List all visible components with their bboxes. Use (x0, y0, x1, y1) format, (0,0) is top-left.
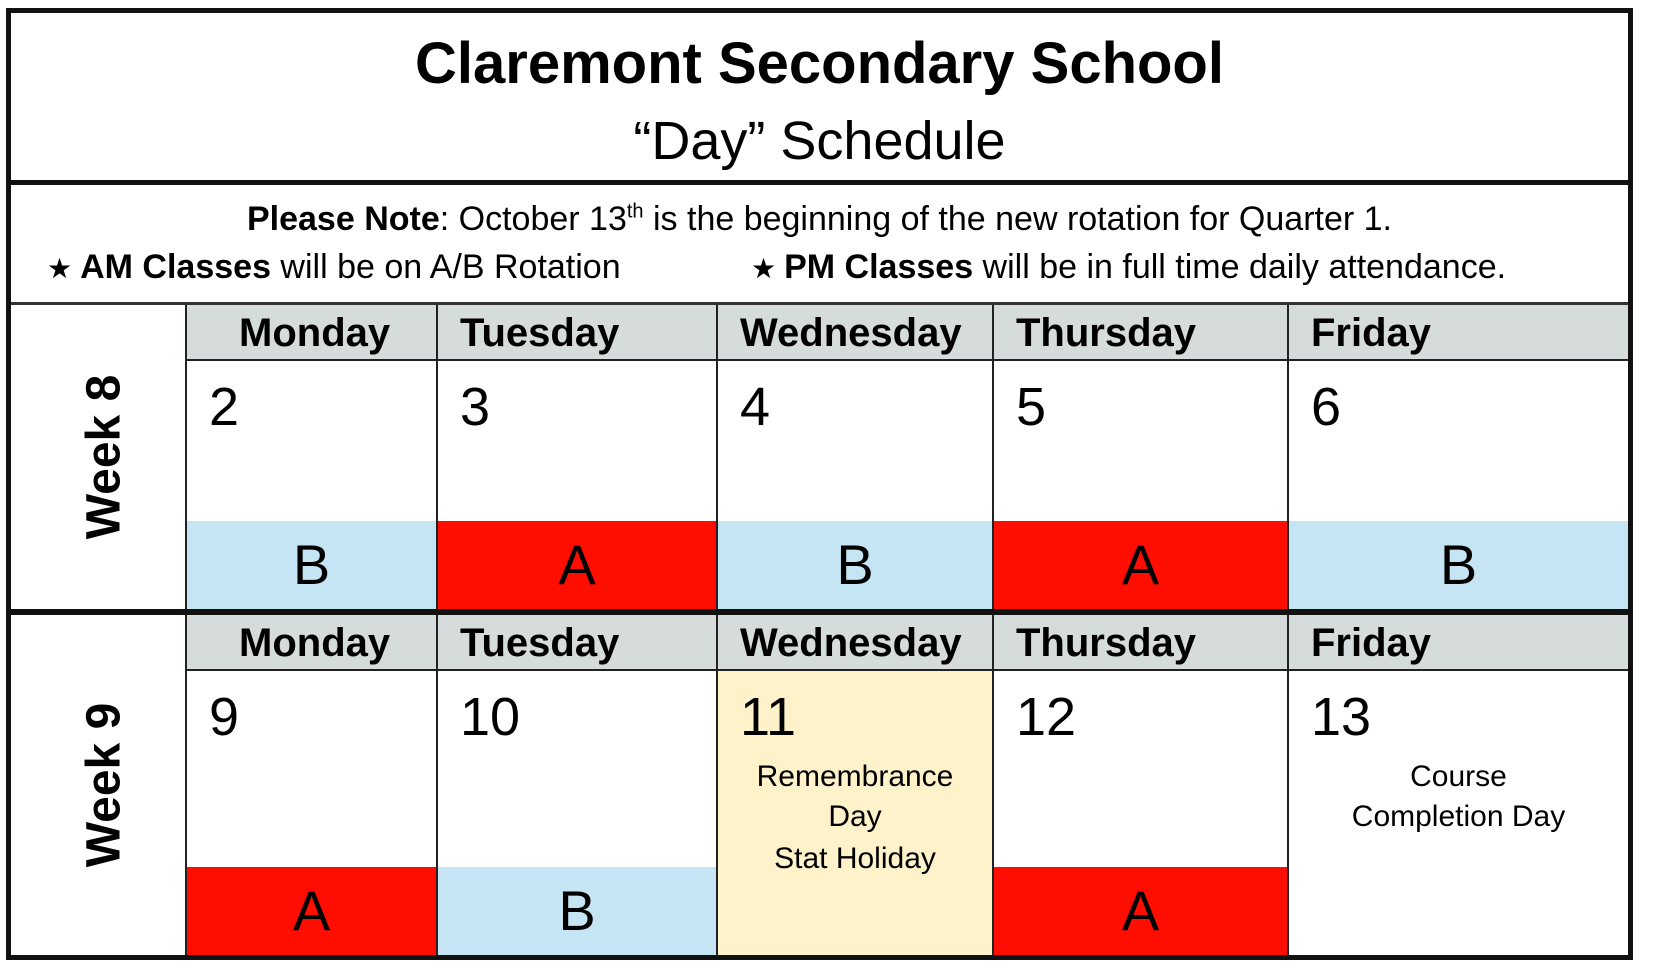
day-header: Thursday (994, 305, 1287, 361)
day-cell (436, 615, 716, 955)
schedule-title: “Day” Schedule (633, 111, 1006, 171)
week-label-cell (11, 615, 197, 955)
day-cell (992, 305, 1287, 609)
day-cell (185, 615, 436, 955)
course-note-line: Completion Day (1351, 800, 1566, 833)
date-number: 11 (740, 687, 797, 747)
am-classes-note (47, 245, 621, 291)
day-cell (436, 305, 716, 609)
week-label-cell (11, 305, 197, 609)
pm-classes-label: PM Classes (784, 248, 974, 286)
rotation-badge: B (1289, 521, 1628, 609)
course-note-line: Course (1410, 760, 1507, 793)
week-label: Week 8 (77, 374, 131, 540)
am-classes-label: AM Classes (80, 248, 271, 286)
day-header: Friday (1289, 615, 1628, 671)
note-superscript: th (626, 200, 644, 223)
note-text-post: is the beginning of the new rotation for Quarter 1. (643, 200, 1392, 238)
week-row (11, 615, 1628, 955)
holiday-note-line: Day (828, 800, 882, 833)
rotation-badge: B (187, 521, 436, 609)
day-cell (992, 615, 1287, 955)
day-header: Friday (1289, 305, 1628, 361)
day-header: Tuesday (438, 615, 716, 671)
day-header: Wednesday (718, 615, 992, 671)
notes-section (11, 185, 1628, 305)
note-text-pre: : October 13 (439, 200, 627, 238)
date-number: 5 (1016, 377, 1047, 437)
day-header: Tuesday (438, 305, 716, 361)
note-label: Please Note (246, 200, 440, 238)
school-name: Claremont Secondary School (415, 31, 1224, 96)
day-header: Wednesday (718, 305, 992, 361)
holiday-note-line: Stat Holiday (774, 842, 936, 875)
week-label: Week 9 (77, 702, 131, 868)
rotation-badge: B (438, 867, 716, 955)
date-number: 3 (460, 377, 491, 437)
date-number: 6 (1311, 377, 1342, 437)
schedule-header (11, 13, 1628, 185)
date-number: 13 (1311, 687, 1372, 747)
rotation-badge: A (187, 867, 436, 955)
rotation-badge: A (994, 867, 1287, 955)
date-number: 9 (209, 687, 240, 747)
date-number: 12 (1016, 687, 1077, 747)
holiday-cell (716, 615, 992, 955)
schedule-frame (6, 8, 1633, 960)
day-cell (1287, 305, 1628, 609)
day-cell (1287, 615, 1628, 955)
pm-classes-text: will be in full time daily attendance. (973, 248, 1507, 286)
rotation-badge: A (438, 521, 716, 609)
rotation-note (11, 197, 1628, 241)
day-header: Monday (187, 305, 436, 361)
rotation-badge: B (718, 521, 992, 609)
day-cell (185, 305, 436, 609)
holiday-note-line: Remembrance (756, 760, 954, 793)
date-number: 4 (740, 377, 771, 437)
date-number: 2 (209, 377, 240, 437)
day-cell (716, 305, 992, 609)
day-header: Monday (187, 615, 436, 671)
rotation-badge: A (994, 521, 1287, 609)
day-header: Thursday (994, 615, 1287, 671)
pm-classes-note (751, 245, 1506, 291)
week-row (11, 305, 1628, 615)
star-icon: ★ (751, 253, 777, 284)
date-number: 10 (460, 687, 521, 747)
am-classes-text: will be on A/B Rotation (270, 248, 621, 286)
star-icon: ★ (47, 253, 73, 284)
